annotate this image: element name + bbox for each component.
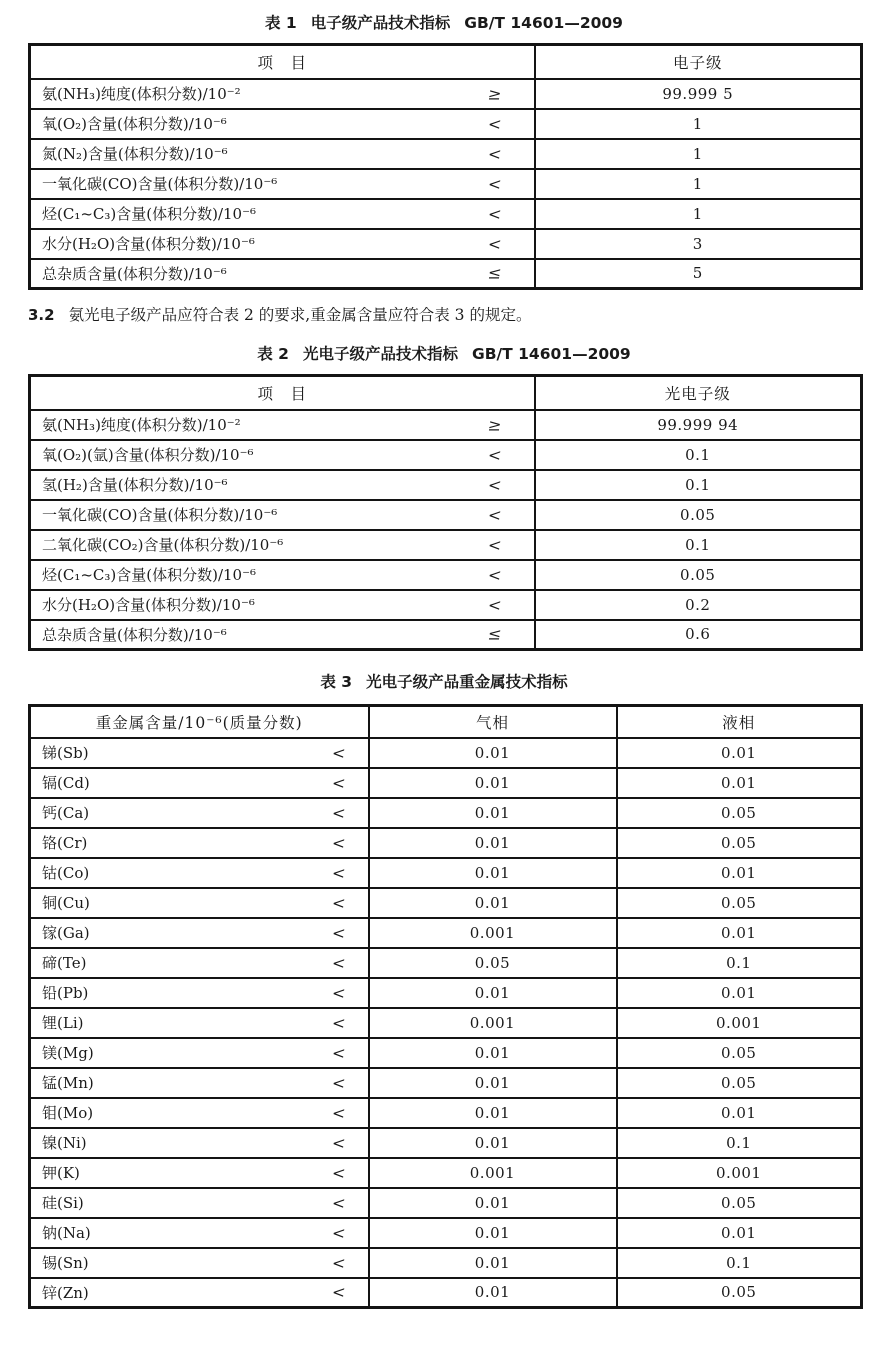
item-label: 钴(Co) bbox=[42, 864, 90, 882]
table2-header-row bbox=[30, 376, 862, 410]
comparison-operator: < bbox=[330, 1163, 347, 1182]
gas-value: 0.01 bbox=[369, 1278, 617, 1308]
table3-header-item: 重金属含量/10⁻⁶(质量分数) bbox=[30, 706, 369, 738]
table-row bbox=[30, 169, 862, 199]
item-label: 氧(O₂)(氩)含量(体积分数)/10⁻⁶ bbox=[42, 446, 254, 464]
item-label: 锂(Li) bbox=[42, 1014, 84, 1032]
gas-value: 0.01 bbox=[369, 798, 617, 828]
table1-title-text: 电子级产品技术指标 bbox=[310, 14, 451, 32]
table3-header-liquid: 液相 bbox=[617, 706, 862, 738]
item-label: 镉(Cd) bbox=[42, 774, 90, 792]
item-label: 钠(Na) bbox=[42, 1224, 91, 1242]
liquid-value: 0.01 bbox=[617, 768, 862, 798]
gas-value: 0.01 bbox=[369, 828, 617, 858]
item-label: 镓(Ga) bbox=[42, 924, 90, 942]
comparison-operator: < bbox=[486, 475, 503, 494]
table-row bbox=[30, 1218, 862, 1248]
comparison-operator: < bbox=[486, 234, 503, 253]
table-row bbox=[30, 530, 862, 560]
item-value: 1 bbox=[535, 109, 862, 139]
comparison-operator: < bbox=[486, 595, 503, 614]
liquid-value: 0.001 bbox=[617, 1008, 862, 1038]
table-row bbox=[30, 470, 862, 500]
item-value: 0.05 bbox=[535, 500, 862, 530]
table2-title-text: 光电子级产品技术指标 bbox=[302, 345, 458, 363]
table-row bbox=[30, 1038, 862, 1068]
clause-number: 3.2 bbox=[28, 306, 55, 324]
item-label: 钾(K) bbox=[42, 1164, 80, 1182]
comparison-operator: < bbox=[330, 1282, 347, 1302]
liquid-value: 0.1 bbox=[617, 1248, 862, 1278]
comparison-operator: < bbox=[330, 1043, 347, 1062]
item-label: 氨(NH₃)纯度(体积分数)/10⁻² bbox=[42, 416, 241, 434]
item-label: 铅(Pb) bbox=[42, 984, 89, 1002]
comparison-operator: < bbox=[486, 174, 503, 193]
liquid-value: 0.01 bbox=[617, 858, 862, 888]
gas-value: 0.01 bbox=[369, 978, 617, 1008]
liquid-value: 0.01 bbox=[617, 918, 862, 948]
table3-header-row bbox=[30, 706, 862, 738]
table1-header-item: 项 目 bbox=[30, 45, 535, 79]
item-label: 氢(H₂)含量(体积分数)/10⁻⁶ bbox=[42, 476, 228, 494]
item-value: 0.6 bbox=[535, 620, 862, 650]
gas-value: 0.01 bbox=[369, 1038, 617, 1068]
item-value: 0.05 bbox=[535, 560, 862, 590]
comparison-operator: ≥ bbox=[486, 84, 503, 103]
gas-value: 0.01 bbox=[369, 1248, 617, 1278]
comparison-operator: < bbox=[486, 144, 503, 163]
table-row bbox=[30, 620, 862, 650]
table1-header-row bbox=[30, 45, 862, 79]
comparison-operator: < bbox=[330, 1103, 347, 1122]
item-value: 1 bbox=[535, 169, 862, 199]
item-value: 3 bbox=[535, 229, 862, 259]
table-row bbox=[30, 1128, 862, 1158]
item-label: 烃(C₁~C₃)含量(体积分数)/10⁻⁶ bbox=[42, 205, 257, 223]
liquid-value: 0.05 bbox=[617, 1278, 862, 1308]
table-row bbox=[30, 918, 862, 948]
table2-title-standard: GB/T 14601—2009 bbox=[471, 345, 631, 363]
comparison-operator: < bbox=[330, 893, 347, 912]
gas-value: 0.001 bbox=[369, 1158, 617, 1188]
table-row bbox=[30, 1098, 862, 1128]
comparison-operator: < bbox=[486, 204, 503, 223]
item-label: 烃(C₁~C₃)含量(体积分数)/10⁻⁶ bbox=[42, 566, 257, 584]
table-row bbox=[30, 500, 862, 530]
item-label: 锰(Mn) bbox=[42, 1074, 94, 1092]
gas-value: 0.01 bbox=[369, 888, 617, 918]
item-label: 一氧化碳(CO)含量(体积分数)/10⁻⁶ bbox=[42, 175, 278, 193]
item-label: 钙(Ca) bbox=[42, 804, 90, 822]
comparison-operator: ≤ bbox=[486, 263, 503, 283]
table-row bbox=[30, 1158, 862, 1188]
item-label: 锑(Sb) bbox=[42, 744, 89, 762]
table-row bbox=[30, 229, 862, 259]
gas-value: 0.001 bbox=[369, 918, 617, 948]
item-label: 水分(H₂O)含量(体积分数)/10⁻⁶ bbox=[42, 596, 255, 614]
table1-title-label: 表 1 bbox=[265, 14, 297, 32]
table-row bbox=[30, 798, 862, 828]
item-label: 二氧化碳(CO₂)含量(体积分数)/10⁻⁶ bbox=[42, 536, 284, 554]
comparison-operator: < bbox=[330, 983, 347, 1002]
table-row bbox=[30, 738, 862, 768]
liquid-value: 0.1 bbox=[617, 948, 862, 978]
item-label: 总杂质含量(体积分数)/10⁻⁶ bbox=[42, 625, 227, 644]
table-row bbox=[30, 1068, 862, 1098]
item-label: 镁(Mg) bbox=[42, 1044, 94, 1062]
comparison-operator: < bbox=[486, 505, 503, 524]
liquid-value: 0.05 bbox=[617, 1068, 862, 1098]
item-label: 氮(N₂)含量(体积分数)/10⁻⁶ bbox=[42, 145, 228, 163]
comparison-operator: < bbox=[330, 803, 347, 822]
table1-header-grade: 电子级 bbox=[535, 45, 862, 79]
table-row bbox=[30, 199, 862, 229]
table2-title bbox=[28, 342, 860, 364]
gas-value: 0.01 bbox=[369, 768, 617, 798]
table1-title-standard: GB/T 14601—2009 bbox=[464, 14, 623, 32]
item-value: 1 bbox=[535, 139, 862, 169]
item-value: 0.2 bbox=[535, 590, 862, 620]
item-value: 5 bbox=[535, 259, 862, 289]
table2-title-label: 表 2 bbox=[257, 345, 289, 363]
comparison-operator: < bbox=[330, 1193, 347, 1212]
table-row bbox=[30, 139, 862, 169]
table2-header-grade: 光电子级 bbox=[535, 376, 862, 410]
table-row bbox=[30, 440, 862, 470]
item-label: 锌(Zn) bbox=[42, 1283, 89, 1302]
table-row bbox=[30, 1278, 862, 1308]
table3-header-gas: 气相 bbox=[369, 706, 617, 738]
liquid-value: 0.05 bbox=[617, 888, 862, 918]
table-row bbox=[30, 259, 862, 289]
liquid-value: 0.01 bbox=[617, 978, 862, 1008]
item-label: 铜(Cu) bbox=[42, 894, 90, 912]
item-value: 0.1 bbox=[535, 440, 862, 470]
table1 bbox=[28, 43, 863, 290]
item-label: 锡(Sn) bbox=[42, 1254, 89, 1272]
gas-value: 0.01 bbox=[369, 1218, 617, 1248]
comparison-operator: < bbox=[330, 1253, 347, 1272]
table-row bbox=[30, 948, 862, 978]
item-label: 总杂质含量(体积分数)/10⁻⁶ bbox=[42, 264, 227, 283]
table3 bbox=[28, 704, 863, 1309]
item-value: 0.1 bbox=[535, 530, 862, 560]
comparison-operator: < bbox=[486, 535, 503, 554]
table-row bbox=[30, 858, 862, 888]
table-row bbox=[30, 1248, 862, 1278]
gas-value: 0.01 bbox=[369, 1068, 617, 1098]
item-label: 硅(Si) bbox=[42, 1194, 84, 1212]
table3-title-label: 表 3 bbox=[320, 673, 353, 691]
liquid-value: 0.1 bbox=[617, 1128, 862, 1158]
comparison-operator: < bbox=[330, 833, 347, 852]
liquid-value: 0.05 bbox=[617, 798, 862, 828]
gas-value: 0.01 bbox=[369, 1098, 617, 1128]
item-value: 1 bbox=[535, 199, 862, 229]
gas-value: 0.01 bbox=[369, 1128, 617, 1158]
comparison-operator: < bbox=[330, 1223, 347, 1242]
liquid-value: 0.01 bbox=[617, 1218, 862, 1248]
table-row bbox=[30, 109, 862, 139]
comparison-operator: < bbox=[330, 923, 347, 942]
table2-header-item: 项 目 bbox=[30, 376, 535, 410]
liquid-value: 0.05 bbox=[617, 1038, 862, 1068]
table1-title bbox=[28, 11, 860, 33]
liquid-value: 0.01 bbox=[617, 738, 862, 768]
item-label: 铬(Cr) bbox=[42, 834, 88, 852]
liquid-value: 0.001 bbox=[617, 1158, 862, 1188]
item-label: 氨(NH₃)纯度(体积分数)/10⁻² bbox=[42, 85, 241, 103]
table-row bbox=[30, 410, 862, 440]
liquid-value: 0.05 bbox=[617, 828, 862, 858]
table-row bbox=[30, 79, 862, 109]
table2 bbox=[28, 374, 863, 651]
item-value: 99.999 5 bbox=[535, 79, 862, 109]
liquid-value: 0.05 bbox=[617, 1188, 862, 1218]
comparison-operator: < bbox=[330, 1013, 347, 1032]
table3-title-text: 光电子级产品重金属技术指标 bbox=[366, 673, 568, 691]
item-label: 镍(Ni) bbox=[42, 1134, 87, 1152]
comparison-operator: < bbox=[330, 1073, 347, 1092]
gas-value: 0.05 bbox=[369, 948, 617, 978]
gas-value: 0.01 bbox=[369, 858, 617, 888]
table-row bbox=[30, 560, 862, 590]
comparison-operator: < bbox=[330, 773, 347, 792]
table3-title bbox=[28, 670, 860, 692]
item-value: 99.999 94 bbox=[535, 410, 862, 440]
comparison-operator: < bbox=[330, 1133, 347, 1152]
gas-value: 0.001 bbox=[369, 1008, 617, 1038]
comparison-operator: ≥ bbox=[486, 415, 503, 434]
comparison-operator: < bbox=[330, 743, 347, 762]
table-row bbox=[30, 1008, 862, 1038]
item-label: 水分(H₂O)含量(体积分数)/10⁻⁶ bbox=[42, 235, 255, 253]
comparison-operator: ≤ bbox=[486, 624, 503, 644]
table-row bbox=[30, 590, 862, 620]
table-row bbox=[30, 888, 862, 918]
comparison-operator: < bbox=[330, 863, 347, 882]
table-row bbox=[30, 978, 862, 1008]
gas-value: 0.01 bbox=[369, 1188, 617, 1218]
table-row bbox=[30, 828, 862, 858]
item-label: 氧(O₂)含量(体积分数)/10⁻⁶ bbox=[42, 115, 227, 133]
item-label: 碲(Te) bbox=[42, 954, 87, 972]
item-label: 钼(Mo) bbox=[42, 1104, 94, 1122]
item-label: 一氧化碳(CO)含量(体积分数)/10⁻⁶ bbox=[42, 506, 278, 524]
item-value: 0.1 bbox=[535, 470, 862, 500]
comparison-operator: < bbox=[486, 445, 503, 464]
table-row bbox=[30, 768, 862, 798]
comparison-operator: < bbox=[330, 953, 347, 972]
gas-value: 0.01 bbox=[369, 738, 617, 768]
comparison-operator: < bbox=[486, 565, 503, 584]
table-row bbox=[30, 1188, 862, 1218]
clause-text: 氨光电子级产品应符合表 2 的要求,重金属含量应符合表 3 的规定。 bbox=[68, 306, 532, 324]
comparison-operator: < bbox=[486, 114, 503, 133]
liquid-value: 0.01 bbox=[617, 1098, 862, 1128]
clause-3-2 bbox=[28, 303, 860, 325]
